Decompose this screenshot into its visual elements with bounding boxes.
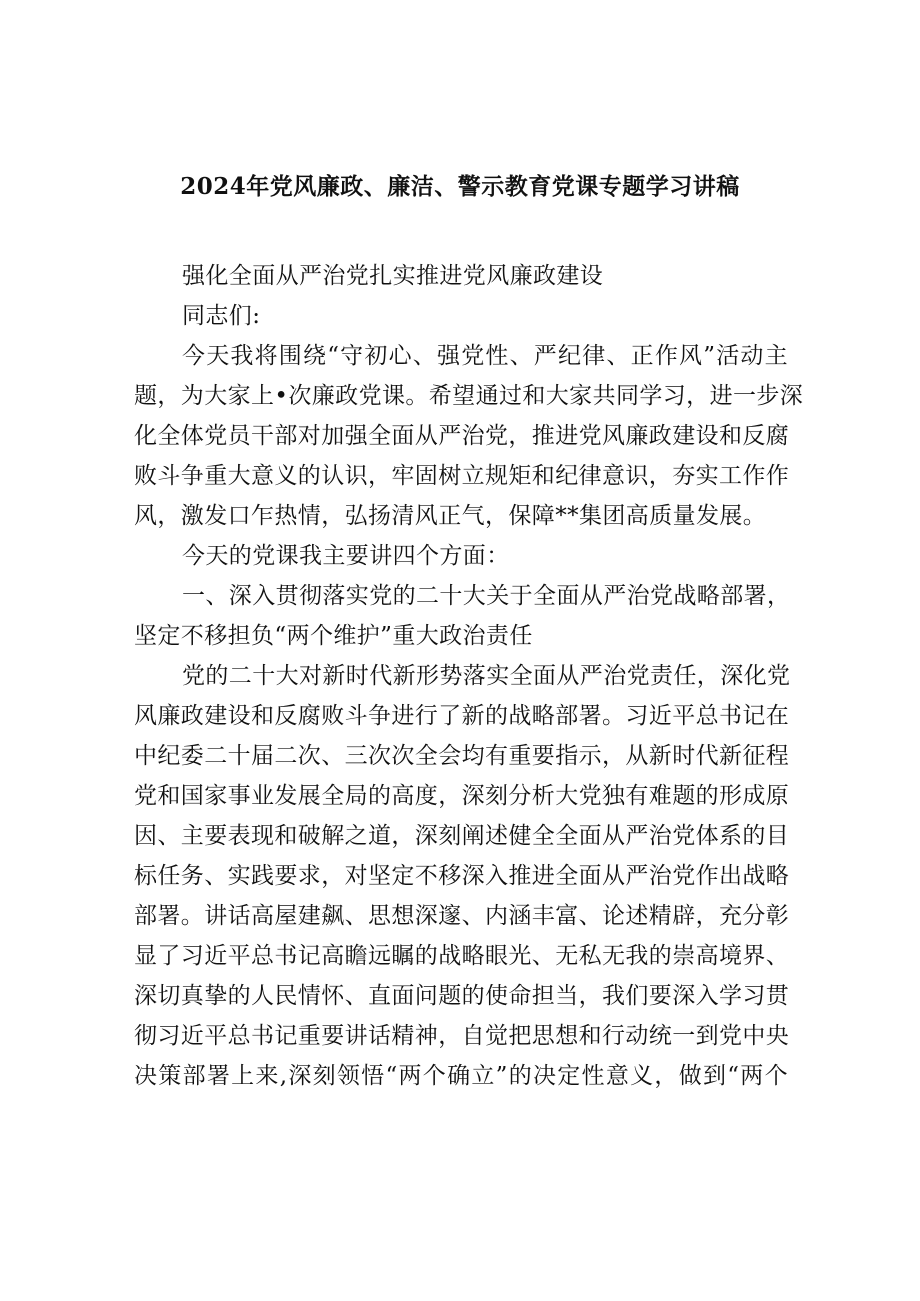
text-line: 中纪委二十届二次、三次次全会均有重要指示，从新时代新征程: [134, 743, 790, 769]
text-line: 党和国家事业发展全局的高度，深刻分析大党独有难题的形成原: [134, 783, 790, 809]
text-line: 败斗争重大意义的认识，牢固树立规矩和纪律意识，夯实工作作: [134, 463, 790, 489]
text-line: 风，激发口乍热情，弘扬清风正气，保障**集团高质量发展。: [134, 503, 767, 529]
text-line: 今天的党课我主要讲四个方面：: [182, 543, 510, 569]
text-line: 显了习近平总书记高瞻远瞩的战略眼光、无私无我的崇高境界、: [134, 943, 790, 969]
text-line: 彻习近平总书记重要讲话精神，自觉把思想和行动统一到党中央: [134, 1023, 790, 1049]
text-line: 同志们:: [182, 303, 261, 329]
text-line: 因、主要表现和破解之道，深刻阐述健全全面从严治党体系的目: [134, 823, 790, 849]
text-line: 一、深入贯彻落实党的二十大关于全面从严治党战略部署，: [182, 583, 791, 609]
text-line: 题，为大家上•次廉政党课。希望通过和大家共同学习，进一步深: [134, 383, 804, 409]
text-line: 决策部署上来,深刻领悟“两个确立”的决定性意义，做到“两个: [134, 1063, 788, 1089]
text-line: 坚定不移担负“两个维护”重大政治责任: [134, 623, 533, 649]
text-line: 化全体党员干部对加强全面从严治党，推进党风廉政建设和反腐: [134, 423, 790, 449]
text-line: 风廉政建设和反腐败斗争进行了新的战略部署。习近平总书记在: [134, 703, 790, 729]
text-line: 强化全面从严治党扎实推进党风廉政建设: [182, 263, 604, 289]
text-line: 党的二十大对新时代新形势落实全面从严治党责任，深化党: [182, 663, 791, 689]
text-line: 今天我将围绕“守初心、强党性、严纪律、正作风”活动主: [182, 343, 788, 369]
text-line: 部署。讲话高屋建飙、思想深邃、内涵丰富、论述精辟，充分彰: [134, 903, 790, 929]
document-body: [134, 256, 804, 1096]
text-line: 标任务、实践要求，对坚定不移深入推进全面从严治党作出战略: [134, 863, 790, 889]
document-title: 2024年党风廉政、廉洁、警示教育党课专题学习讲稿: [180, 173, 740, 200]
text-line: 深切真挚的人民情怀、直面问题的使命担当，我们要深入学习贯: [134, 983, 790, 1009]
